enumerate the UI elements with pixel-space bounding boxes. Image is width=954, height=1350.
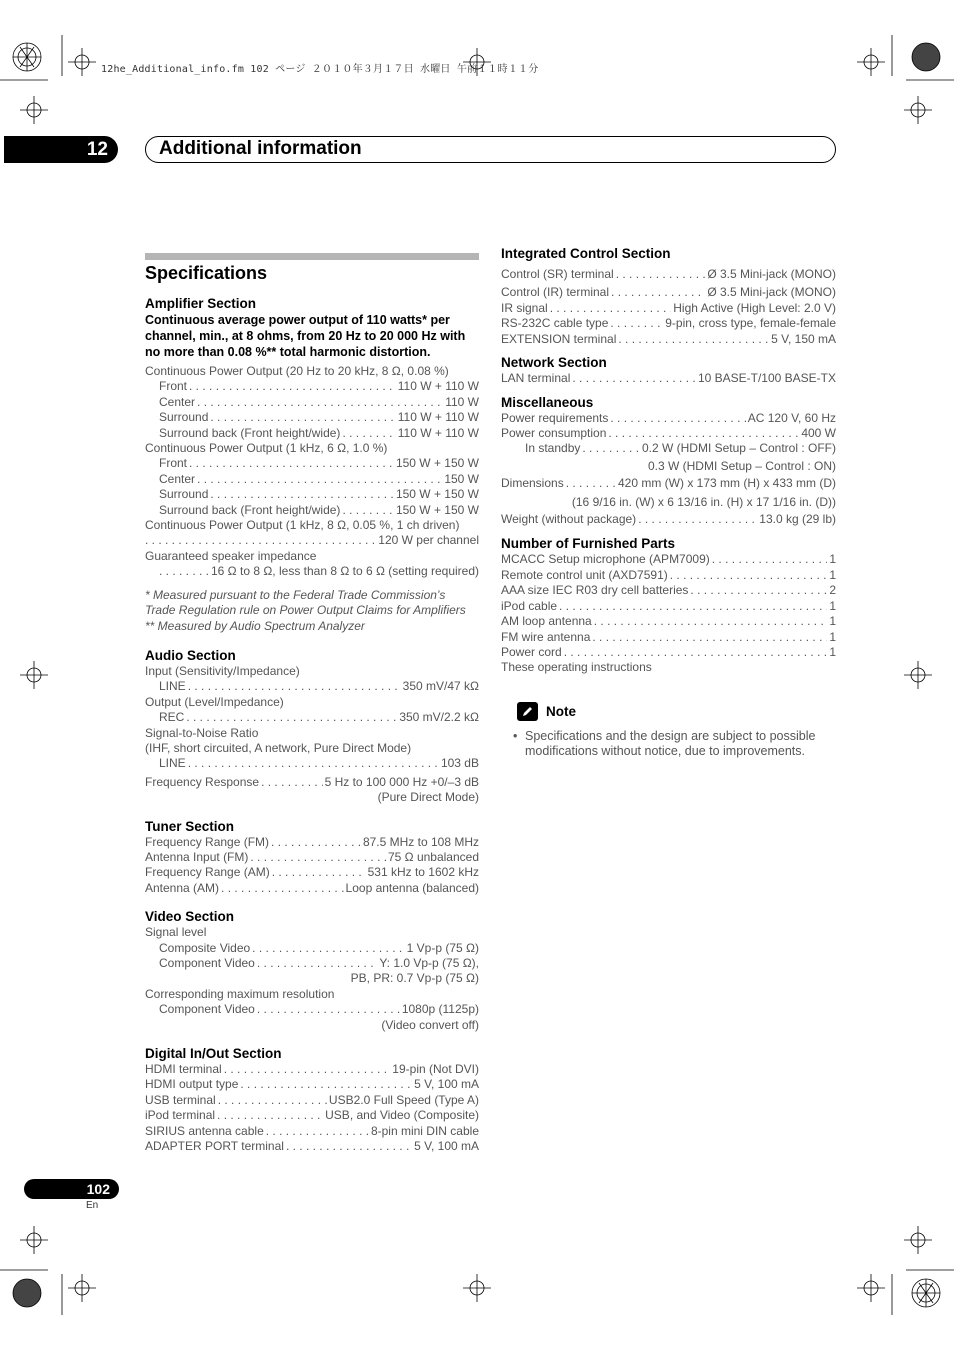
spec-row: Component Video . . . 1080p (1125p): [145, 1002, 479, 1017]
bullet-icon: •: [513, 728, 518, 743]
max-resolution-label: Corresponding maximum resolution: [145, 986, 335, 1001]
file-info: 12he_Additional_info.fm 102 ページ ２０１０年３月１７日 水曜日 午前１１時１１分: [101, 64, 539, 75]
spec-row: RS-232C cable type . . . 9-pin, cross type, female-female: [501, 316, 836, 331]
spec-row: Center . . . 110 W: [145, 395, 479, 410]
spec-row: LAN terminal . . . 10 BASE-T/100 BASE-TX: [501, 371, 836, 386]
left-column: [145, 296, 479, 1154]
spec-row: AM loop antenna . . . 1: [501, 614, 836, 629]
footnote-analyzer: ** Measured by Audio Spectrum Analyzer: [145, 618, 365, 633]
spec-row: USB terminal . . . USB2.0 Full Speed (Type A): [145, 1093, 479, 1108]
component-pbpr: PB, PR: 0.7 Vp-p (75 Ω): [350, 971, 479, 986]
audio-heading: Audio Section: [145, 647, 236, 663]
spec-row: MCACC Setup microphone (APM7009) . . . 1: [501, 552, 836, 567]
spec-row: Front . . . 150 W + 150 W: [145, 456, 479, 471]
chapter-number: 12: [4, 136, 118, 163]
standby-on: 0.3 W (HDMI Setup – Control : ON): [647, 458, 836, 473]
spec-row: Control (IR) terminal . . . Ø 3.5 Mini-jack (MONO): [501, 283, 836, 301]
spec-row: Surround back (Front height/wide) . . . 110 W + 110 W: [145, 426, 479, 441]
spec-row: LINE . . . 103 dB: [145, 756, 479, 771]
spec-row: Dimensions . . . 420 mm (W) x 173 mm (H) x 433 mm (D): [501, 476, 836, 491]
audio-input-label: Input (Sensitivity/Impedance): [145, 663, 300, 678]
spec-row: REC . . . 350 mV/2.2 kΩ: [145, 710, 479, 725]
cpo3: Continuous Power Output (1 kHz, 8 Ω, 0.05 %, 1 ch driven): [145, 518, 460, 533]
pencil-icon: [517, 702, 538, 721]
tuner-heading: Tuner Section: [145, 818, 235, 834]
spec-row: AAA size IEC R03 dry cell batteries . . . 2: [501, 583, 836, 598]
spec-row: ADAPTER PORT terminal . . . 5 V, 100 mA: [145, 1139, 479, 1154]
spec-row: Power cord . . . 1: [501, 645, 836, 660]
page-title: Specifications: [145, 263, 268, 283]
video-convert: (Video convert off): [381, 1017, 479, 1032]
spec-row: Frequency Response . . . 5 Hz to 100 000 Hz +0/–3 dB: [145, 775, 479, 790]
spec-row: FM wire antenna . . . 1: [501, 630, 836, 645]
cpo2: Continuous Power Output (1 kHz, 6 Ω, 1.0 %): [145, 441, 388, 456]
speaker-impedance: Guaranteed speaker impedance: [145, 548, 317, 563]
note-label: Note: [546, 703, 576, 719]
spec-row: iPod cable . . . 1: [501, 599, 836, 614]
spec-row: Frequency Range (FM) . . . 87.5 MHz to 108 MHz: [145, 835, 479, 850]
spec-row: Frequency Range (AM) . . . 531 kHz to 1602 kHz: [145, 865, 479, 880]
instructions-item: These operating instructions: [501, 660, 652, 675]
cpo1: Continuous Power Output (20 Hz to 20 kHz, 8 Ω, 0.08 %): [145, 364, 449, 378]
note-text: Specifications and the design are subject to possible modifications without notice, due to improvements.: [525, 728, 816, 759]
signal-level-label: Signal level: [145, 925, 207, 940]
audio-output-label: Output (Level/Impedance): [145, 694, 284, 709]
footnote-ftc: * Measured pursuant to the Federal Trade Commission’s Trade Regulation rule on Power Output Claims for Amplifiers: [145, 587, 466, 618]
spec-row: Surround . . . 110 W + 110 W: [145, 410, 479, 425]
spec-row: HDMI output type . . . 5 V, 100 mA: [145, 1077, 479, 1092]
spec-row: Component Video . . . Y: 1.0 Vp-p (75 Ω),: [145, 956, 479, 971]
misc-heading: Miscellaneous: [501, 394, 594, 410]
note-item: [501, 729, 836, 760]
page-lang: En: [86, 1200, 99, 1211]
spec-row: iPod terminal . . . USB, and Video (Composite): [145, 1108, 479, 1123]
spec-row: Weight (without package) . . . 13.0 kg (29 lb): [501, 512, 836, 527]
spec-row: In standby . . . 0.2 W (HDMI Setup – Control : OFF): [501, 441, 836, 456]
cpo1-rows: [145, 379, 479, 441]
parts-heading: Number of Furnished Parts: [501, 536, 676, 552]
chapter-title: Additional information: [159, 138, 362, 159]
spec-row: . . . 16 Ω to 8 Ω, less than 8 Ω to 6 Ω (setting required): [145, 564, 479, 579]
spec-row: Power requirements . . . AC 120 V, 60 Hz: [501, 411, 836, 426]
dimensions-inches: (16 9/16 in. (W) x 6 13/16 in. (H) x 17 1/16 in. (D)): [571, 494, 836, 509]
spec-row: Antenna Input (FM) . . . 75 Ω unbalanced: [145, 850, 479, 865]
spec-row: Control (SR) terminal . . . Ø 3.5 Mini-jack (MONO): [501, 265, 836, 283]
amplifier-lead: Continuous average power output of 110 watts* per channel, min., at 8 ohms, from 20 Hz to 20 000 Hz with no more than 0.08 %** total harmonic distortion.: [145, 313, 466, 359]
spec-row: Surround back (Front height/wide) . . . 150 W + 150 W: [145, 503, 479, 518]
spec-row: LINE . . . 350 mV/47 kΩ: [145, 679, 479, 694]
spec-row: Surround . . . 150 W + 150 W: [145, 487, 479, 502]
spec-row: HDMI terminal . . . 19-pin (Not DVI): [145, 1062, 479, 1077]
spec-row: IR signal . . . High Active (High Level: 2.0 V): [501, 301, 836, 316]
snr-label: Signal-to-Noise Ratio: [145, 725, 259, 740]
note-header: [517, 702, 836, 721]
spec-row: Center . . . 150 W: [145, 472, 479, 487]
integrated-heading: Integrated Control Section: [501, 246, 671, 261]
spec-row: EXTENSION terminal . . . 5 V, 150 mA: [501, 332, 836, 347]
spec-row: . . . 120 W per channel: [145, 533, 479, 548]
spec-row: Composite Video . . . 1 Vp-p (75 Ω): [145, 941, 479, 956]
spec-row: Antenna (AM) . . . Loop antenna (balanced): [145, 881, 479, 896]
network-heading: Network Section: [501, 355, 607, 371]
freq-mode: (Pure Direct Mode): [377, 790, 479, 805]
right-column: [501, 246, 836, 760]
section-rule: [145, 253, 479, 260]
spec-row: SIRIUS antenna cable . . . 8-pin mini DIN cable: [145, 1124, 479, 1139]
snr-condition: (IHF, short circuited, A network, Pure Direct Mode): [145, 740, 412, 755]
note-block: [501, 702, 836, 760]
spec-row: Remote control unit (AXD7591) . . . 1: [501, 568, 836, 583]
amplifier-heading: Amplifier Section: [145, 296, 257, 311]
digital-heading: Digital In/Out Section: [145, 1046, 282, 1062]
cpo2-rows: [145, 456, 479, 518]
integrated-rows: [501, 265, 836, 347]
spec-row: Power consumption . . . 400 W: [501, 426, 836, 441]
video-heading: Video Section: [145, 909, 235, 925]
page-number: 102: [24, 1179, 119, 1199]
spec-row: Front . . . 110 W + 110 W: [145, 379, 479, 394]
